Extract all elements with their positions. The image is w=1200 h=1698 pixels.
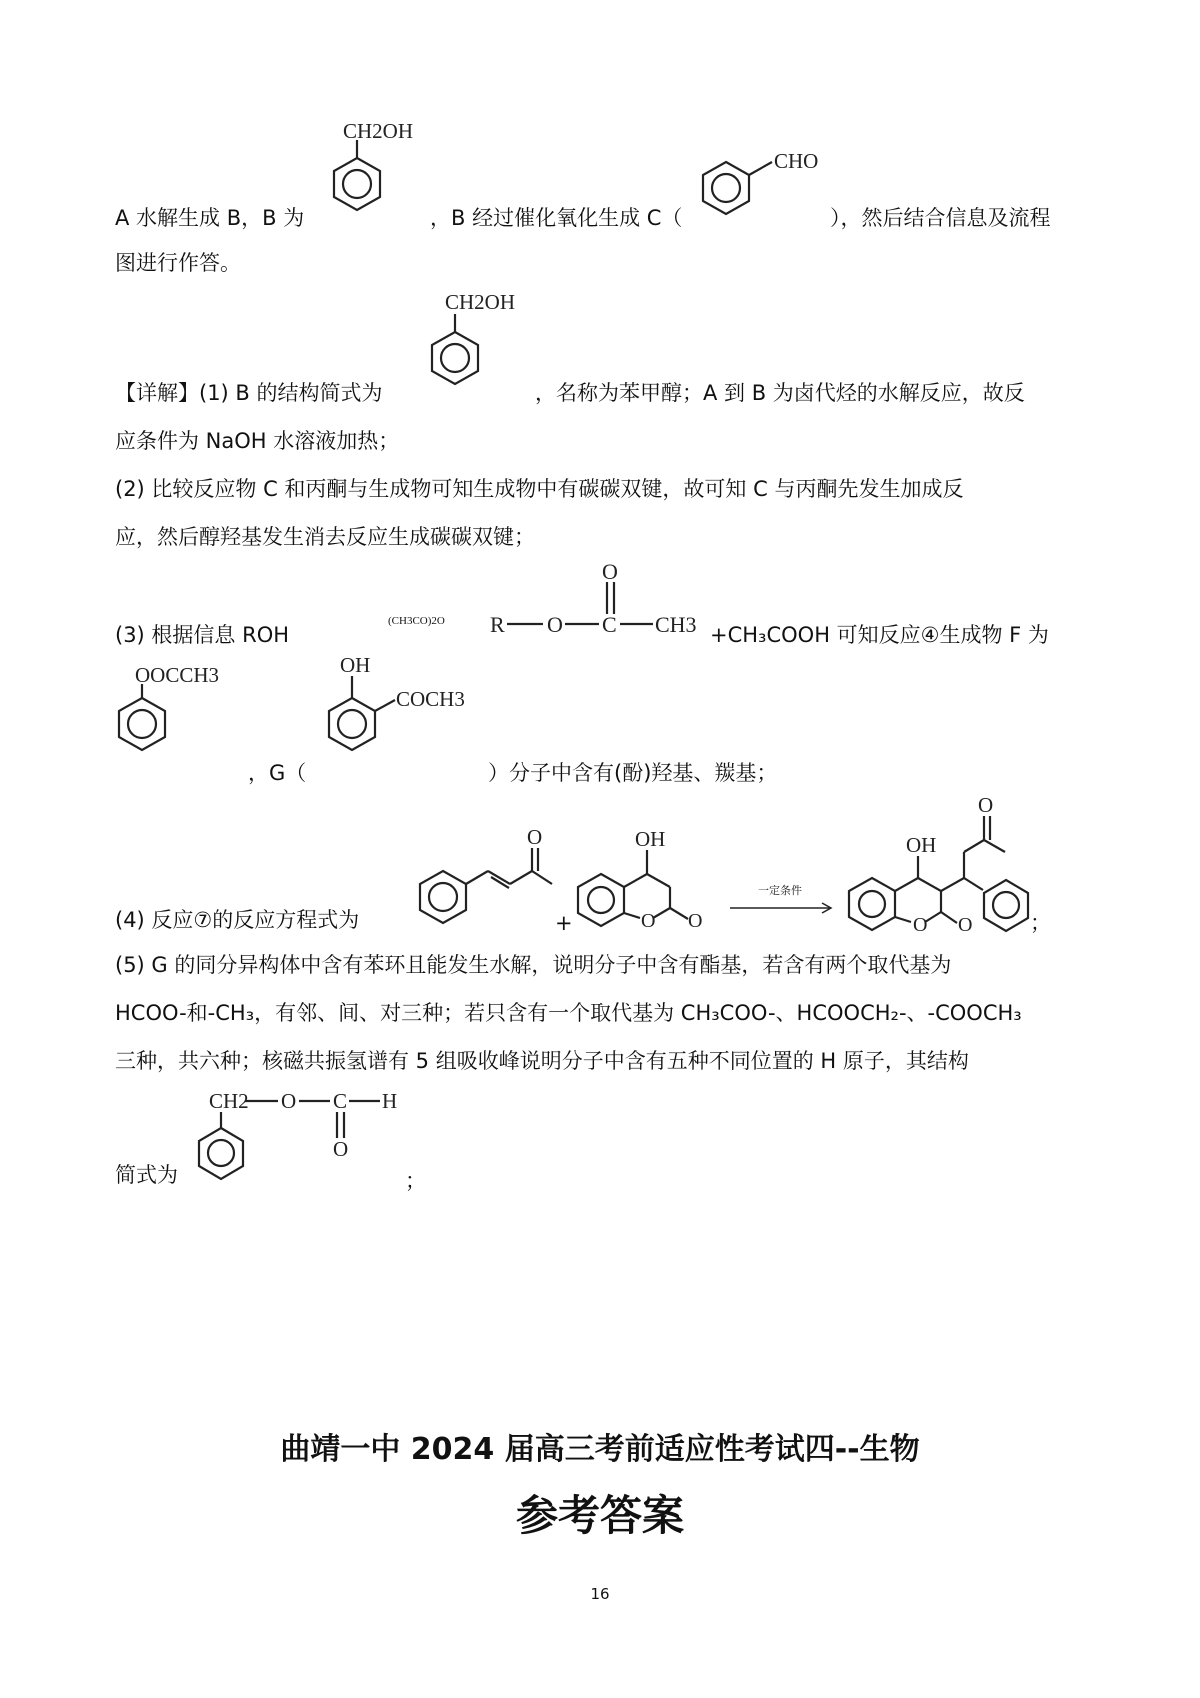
svg-text:R: R — [490, 612, 505, 637]
answer-key-subtitle: 参考答案 — [515, 1491, 684, 1540]
q2-text-a: (2) 比较反应物 C 和丙酮与生成物可知生成物中有碳碳双键，故可知 C 与丙酮先发生加成反 — [115, 477, 964, 501]
svg-text:CH3: CH3 — [655, 612, 697, 637]
text-line1-b: ，B 经过催化氧化生成 C（ — [430, 206, 683, 230]
q3-text-d: ）分子中含有(酚)羟基、羰基； — [488, 761, 778, 785]
benzalacetone-structure — [415, 820, 555, 935]
q1-text-b: ，名称为苯甲醇；A 到 B 为卤代烃的水解反应，故反 — [535, 381, 1025, 405]
q5-text-d: 简式为 — [115, 1163, 178, 1187]
svg-text:O: O — [978, 793, 994, 817]
benzyl-alcohol-structure-2 — [425, 292, 545, 402]
svg-text:O: O — [688, 910, 703, 932]
benzaldehyde-structure — [700, 148, 840, 228]
q5-end: ； — [405, 1169, 426, 1193]
svg-text:OH: OH — [340, 653, 371, 677]
svg-text:C: C — [333, 1089, 348, 1113]
svg-text:C: C — [602, 612, 617, 637]
benzyl-formate-structure — [185, 1080, 415, 1195]
text-line1-a: A 水解生成 B，B 为 — [115, 206, 305, 230]
svg-text:O: O — [641, 910, 656, 932]
page-number: 16 — [590, 1585, 610, 1603]
q5-text-a: (5) G 的同分异构体中含有苯环且能发生水解，说明分子中含有酯基，若含有两个取代基为 — [115, 953, 952, 977]
ch2oh-label: CH2OH — [343, 119, 414, 143]
product-structure — [845, 780, 1045, 940]
svg-text:CH2: CH2 — [209, 1089, 249, 1113]
svg-text:O: O — [913, 914, 928, 936]
svg-text:O: O — [958, 914, 973, 936]
q1-text-c: 应条件为 NaOH 水溶液加热； — [115, 429, 400, 453]
reaction-condition: 一定条件 — [758, 885, 802, 897]
q4-end: ； — [1030, 911, 1051, 935]
q4-text-a: (4) 反应⑦的反应方程式为 — [115, 908, 360, 932]
q2-text-b: 应，然后醇羟基发生消去反应生成碳碳双键； — [115, 525, 535, 549]
reaction-arrow — [728, 880, 838, 930]
cho-label: CHO — [774, 149, 819, 173]
exam-title: 曲靖一中 2024 届高三考前适应性考试四--生物 — [280, 1432, 920, 1467]
svg-text:O: O — [547, 612, 563, 637]
svg-text:OOCCH3: OOCCH3 — [135, 663, 220, 687]
svg-text:COCH3: COCH3 — [396, 687, 465, 711]
svg-text:H: H — [382, 1089, 398, 1113]
svg-text:O: O — [527, 825, 543, 849]
text-line2: 图进行作答。 — [115, 251, 241, 275]
svg-text:OH: OH — [906, 833, 937, 857]
reagent-label: (CH3CO)2O — [388, 615, 445, 627]
phenyl-acetate-structure — [110, 660, 240, 770]
svg-text:O: O — [281, 1089, 297, 1113]
ester-equation — [485, 560, 710, 650]
text-line1-c: ），然后结合信息及流程 — [830, 206, 1051, 230]
q3-text-c: ，G（ — [248, 761, 307, 785]
q5-text-b: HCOO-和-CH₃，有邻、间、对三种；若只含有一个取代基为 CH₃COO-、HCOOCH₂-、-COOCH₃ — [115, 1001, 1022, 1025]
q5-text-c: 三种，共六种；核磁共振氢谱有 5 组吸收峰说明分子中含有五种不同位置的 H 原子，其结构 — [115, 1049, 969, 1073]
q1-text-a: 【详解】(1) B 的结构简式为 — [115, 381, 383, 405]
benzyl-alcohol-structure-1 — [325, 118, 445, 228]
svg-text:O: O — [333, 1137, 349, 1161]
plus-sign: + — [555, 911, 573, 935]
q3-text-b: +CH₃COOH 可知反应④生成物 F 为 — [710, 623, 1049, 647]
ch2oh-label-2: CH2OH — [445, 290, 516, 314]
o-hydroxyacetophenone-structure — [300, 648, 500, 773]
svg-text:O: O — [602, 559, 618, 584]
q3-text-a: (3) 根据信息 ROH — [115, 623, 290, 647]
hydroxychromanone-structure — [565, 810, 720, 935]
svg-text:OH: OH — [635, 827, 666, 851]
